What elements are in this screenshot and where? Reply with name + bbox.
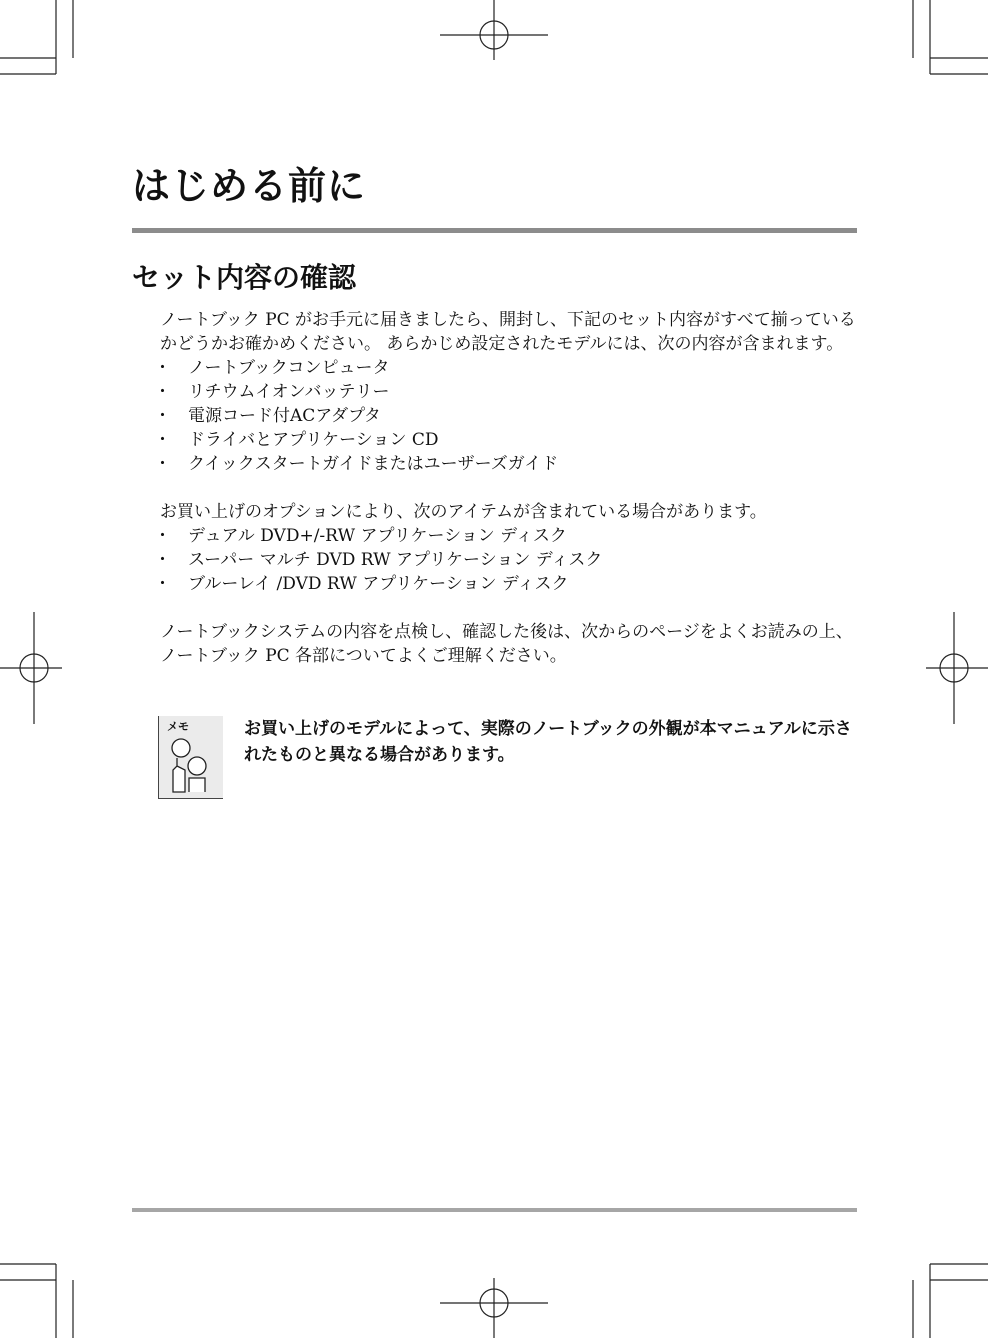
title-divider (132, 228, 857, 233)
memo-person-icon (158, 716, 223, 799)
list-item: ・ 電源コード付ACアダプタ (160, 404, 860, 428)
list-item: ・ ドライバとアプリケーション CD (160, 428, 860, 452)
closing-paragraph: ノートブックシステムの内容を点検し、確認した後は、次からのページをよくお読みの上、ノートブック PC 各部についてよくご理解ください。 (160, 622, 853, 666)
list-item: ・ デュアル DVD+/-RW アプリケーション ディスク (160, 524, 860, 548)
list-item: ・ ノートブックコンピュータ (160, 356, 860, 380)
section-body (160, 308, 860, 668)
spacer (160, 476, 860, 500)
list-item: ・ クイックスタートガイドまたはユーザーズガイド (160, 452, 860, 476)
footer-divider (132, 1208, 857, 1212)
intro-paragraph: ノートブック PC がお手元に届きましたら、開封し、下記のセット内容がすべて揃っているかどうかお確かめください。 あらかじめ設定されたモデルには、次の内容が含まれます。 (160, 310, 856, 354)
package-contents-list (160, 356, 860, 476)
memo-note (158, 716, 858, 800)
options-paragraph: お買い上げのオプションにより、次のアイテムが含まれている場合があります。 (160, 502, 767, 522)
optional-items-list (160, 524, 860, 596)
list-item: ・ ブルーレイ /DVD RW アプリケーション ディスク (160, 572, 860, 596)
memo-label: メモ (167, 720, 189, 733)
page-title: はじめる前に (132, 164, 367, 208)
memo-text: お買い上げのモデルによって、実際のノートブックの外観が本マニュアルに示されたものと異なる場合があります。 (244, 719, 852, 765)
section-title: セット内容の確認 (132, 261, 357, 294)
list-item: ・ スーパー マルチ DVD RW アプリケーション ディスク (160, 548, 860, 572)
list-item: ・ リチウムイオンバッテリー (160, 380, 860, 404)
person-pointing-icon (167, 736, 215, 794)
